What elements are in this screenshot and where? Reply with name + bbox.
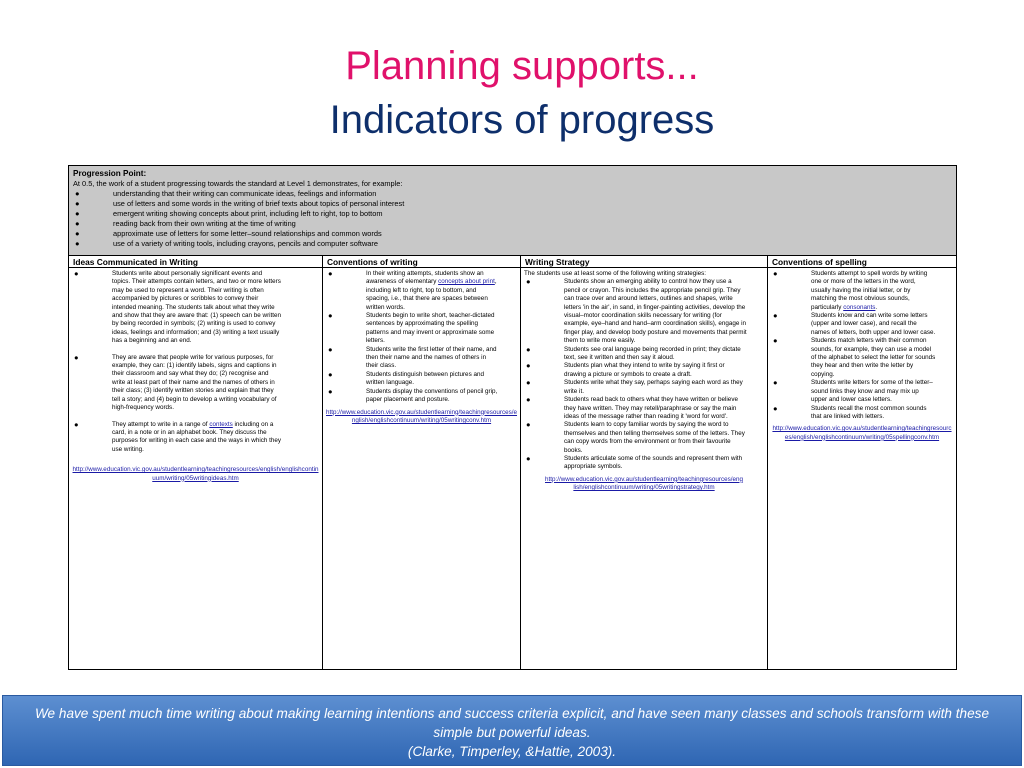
- list-item: ● Students write about personally significant events and topics. Their attempts contain letters, and two or more letters may be used to represent a word. Their writing is often accompanied by pictures or scribbles to convey their intended meaning. The students talk about what they write and show that they are aware that: (1) speech can be written by being recorded in symbols; (2) writing is used to convey ideas, feelings and information; and (3) writing a text usually has a beginning and an end.: [74, 269, 282, 345]
- list-item: ● Students begin to write short, teacher-dictated sentences by approximating the spelling patterns and may invent or approximate some letters.: [328, 311, 495, 345]
- ideas-url-link[interactable]: http://www.education.vic.gov.au/studentlearning/teachingresources/english/englishcontinuum/writing/05writingideas.htm: [72, 466, 319, 482]
- bullet-icon: ●: [75, 229, 80, 238]
- list-item: ● Students show an emerging ability to control how they use a pencil or crayon. This includes the appropriate pencil grip. They can trace over and around letters, outlines and shapes, write letters 'in the air', in sand, in finger-painting activities, develop the visual–motor coordination skills necessary for writing (for example, eye–hand and hand–arm coordination skills), engage in finger play, and develop body posture and movements that permit them to write more easily.: [526, 277, 747, 345]
- quote-citation: (Clarke, Timperley, &Hattie, 2003).: [407, 744, 617, 759]
- bullet-icon: ●: [75, 199, 80, 208]
- concepts-about-print-link[interactable]: concepts about print: [438, 278, 495, 286]
- bullet-icon: ●: [75, 209, 80, 218]
- bullet-icon: ●: [74, 269, 79, 278]
- column-spelling: [768, 256, 956, 669]
- list-item: ● Students display the conventions of pencil grip, paper placement and posture.: [328, 386, 498, 404]
- column-header-spelling: Conventions of spelling: [768, 256, 956, 268]
- progression-heading: Progression Point:: [73, 169, 147, 178]
- contexts-link[interactable]: contexts: [209, 420, 233, 428]
- progression-point-box: [69, 166, 956, 256]
- list-item: ● Students read back to others what they have written or believe they have written. They may retell/paraphrase or say the main ideas of the message rather than reading it 'word for word'.: [526, 395, 738, 420]
- bullet-icon: ●: [526, 277, 531, 287]
- bullet-icon: ●: [74, 352, 79, 362]
- quote-text: We have spent much time writing about making learning intentions and success criteria explicit, and have seen many classes and schools transform with these simple but powerful ideas.: [34, 706, 990, 740]
- bullet-icon: ●: [328, 386, 333, 396]
- bullet-icon: ●: [526, 420, 531, 430]
- bullet-icon: ●: [526, 361, 531, 371]
- list-item: ● Students attempt to spell words by writing one or more of the letters in the word, usually having the initial letter, or by matching the most obvious sounds, particularly consonants.: [773, 269, 928, 311]
- bullet-icon: ●: [75, 239, 80, 248]
- bullet-icon: ●: [75, 189, 80, 198]
- list-item: ● Students match letters with their common sounds, for example, they can use a model of the alphabet to select the letter for sounds they hear and then write the letter by copying.: [773, 336, 936, 378]
- slide-title-line1: Planning supports...: [345, 44, 699, 88]
- bullet-icon: ●: [328, 344, 333, 354]
- slide-title-line2: Indicators of progress: [329, 98, 715, 142]
- consonants-link[interactable]: consonants: [843, 303, 876, 311]
- list-item: ● Students recall the most common sounds that are linked with letters.: [773, 403, 927, 420]
- spelling-url-link[interactable]: http://www.education.vic.gov.au/studentlearning/teachingresources/english/englishcontinuum/writing/05spellingconv.htm: [772, 425, 952, 441]
- bullet-icon: ●: [328, 269, 333, 278]
- strategy-url-link[interactable]: http://www.education.vic.gov.au/studentlearning/teachingresources/english/englishcontinuum/writing/05writingstrategy.htm: [545, 475, 744, 492]
- list-item: ● Students articulate some of the sounds and represent them with appropriate symbols.: [526, 453, 743, 471]
- progression-item: ● understanding that their writing can communicate ideas, feelings and information: [75, 189, 377, 198]
- quote-footer: [2, 695, 1022, 766]
- indicator-columns: [69, 256, 956, 669]
- column-header-ideas: Ideas Communicated in Writing: [69, 256, 322, 268]
- bullet-icon: ●: [75, 219, 80, 228]
- column-header-strategy: Writing Strategy: [521, 256, 767, 268]
- progression-item: ● use of letters and some words in the writing of brief texts about topics of personal interest: [75, 199, 405, 208]
- progression-list: [73, 189, 952, 249]
- list-item: ● Students write letters for some of the letter–sound links they know and may mix up upper and lower case letters.: [773, 378, 933, 404]
- column-strategy: [521, 256, 768, 669]
- bullet-icon: ●: [526, 344, 531, 354]
- column-conventions: [323, 256, 521, 669]
- progression-intro: At 0.5, the work of a student progressing towards the standard at Level 1 demonstrates, for example:: [73, 179, 403, 188]
- indicators-table: [68, 165, 957, 670]
- list-item: ● Students plan what they intend to write by saying it first or drawing a picture or symbols to create a draft.: [526, 361, 725, 378]
- bullet-icon: ●: [773, 403, 778, 413]
- bullet-icon: ●: [773, 378, 778, 388]
- strategy-intro: The students use at least some of the following writing strategies:: [524, 270, 707, 277]
- bullet-icon: ●: [773, 336, 778, 346]
- progression-item: ● emergent writing showing concepts about print, including left to right, top to bottom: [75, 209, 383, 218]
- progression-item: ● approximate use of letters for some letter–sound relationships and common words: [75, 229, 382, 238]
- bullet-icon: ●: [773, 311, 778, 321]
- bullet-icon: ●: [526, 378, 531, 388]
- list-item: ● Students see oral language being recorded in print; they dictate text, see it written and then say it aloud.: [526, 344, 741, 362]
- column-ideas: [69, 256, 323, 669]
- progression-item: ● reading back from their own writing at the time of writing: [75, 219, 296, 228]
- bullet-icon: ●: [773, 269, 778, 278]
- bullet-icon: ●: [74, 419, 79, 429]
- bullet-icon: ●: [328, 311, 333, 321]
- list-item: ● They are aware that people write for various purposes, for example, they can: (1) identify labels, signs and captions in their classroom and say what they do; (2) recognise and write at least part of their name and the names of others in their class; (3) identify written stories and explain that they tell a story; and (4) begin to develop a writing vocabulary of high-frequency words.: [74, 352, 277, 412]
- bullet-icon: ●: [526, 453, 531, 463]
- list-item: ● Students learn to copy familiar words by saying the word to themselves and then telling themselves some of the letters. They can copy words from the environment or from their favourite books.: [526, 420, 745, 454]
- list-item: ● Students write the first letter of their name, and then their name and the names of others in their class.: [328, 344, 497, 370]
- conventions-url-link[interactable]: http://www.education.vic.gov.au/studentlearning/teachingresources/english/englishcontinuum/writing/05writingconv.htm: [326, 408, 518, 424]
- list-item: ● Students know and can write some letters (upper and lower case), and recall the names of letters, both upper and lower case.: [773, 311, 936, 336]
- list-item: ● They attempt to write in a range of contexts including on a card, in a note or in an alphabet book. They discuss the purposes for writing in each case and the ways in which they use writing.: [74, 419, 282, 453]
- bullet-icon: ●: [328, 369, 333, 379]
- list-item: ● Students distinguish between pictures and written language.: [328, 369, 484, 387]
- column-header-conventions: Conventions of writing: [323, 256, 520, 268]
- list-item: ● Students write what they say, perhaps saying each word as they write it.: [526, 378, 743, 395]
- bullet-icon: ●: [526, 395, 531, 405]
- progression-item: ● use of a variety of writing tools, including crayons, pencils and computer software: [75, 239, 378, 248]
- list-item: ● In their writing attempts, students show an awareness of elementary concepts about print, including left to right, top to bottom, and spacing, i.e., that there are spaces between written words.: [328, 269, 497, 311]
